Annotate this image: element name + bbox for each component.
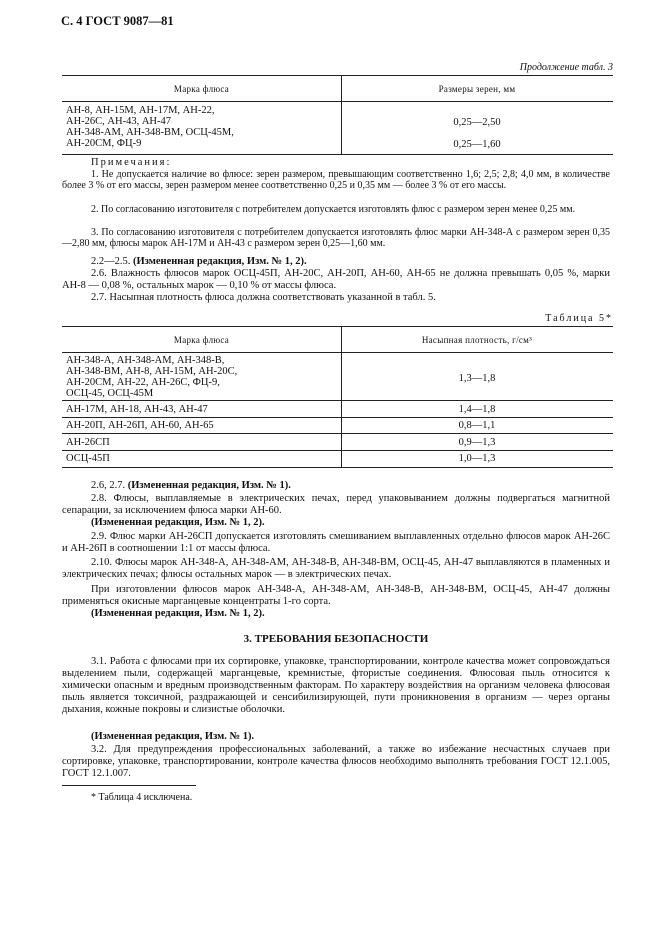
amendment-note: (Измененная редакция, Изм. № 1).: [91, 731, 255, 742]
paragraph-3-1: 3.1. Работа с флюсами при их сортировке, упаковке, транспортировании, контроле качества может сопровождаться выделением пыли, содержащей марганцевые, кремнистые, фтористые соединения. Флюсовая пыль относится к химически опасным и вредным производственным факторам. По характеру воздействия на организм человека флюсовая пыль является токсичной, раздражающей и сенсибилизирующей, пути проникновения в организм — через органы дыхания, кожные покровы и слизистые оболочки.: [62, 656, 610, 715]
table5-row-rule: [62, 400, 613, 401]
table5-header-rule: [62, 352, 613, 353]
paragraph-2-8: 2.8. Флюсы, выплавляемые в электрических печах, перед упаковыванием должны подвергаться магнитной сепарации, за исключением флюса марки АН-60.: [62, 493, 610, 516]
table3-header-size: Размеры зерен, мм: [438, 84, 516, 94]
table3-row-flux: [66, 105, 234, 149]
paragraph-amendment: [62, 480, 610, 492]
table5-header-density: Насыпная плотность, г/см³: [421, 335, 533, 345]
table5-row-flux: ОСЦ-45П: [66, 453, 110, 464]
table3-bottom-rule: [62, 154, 613, 155]
table-cell-line: АН-20СМ, АН-22, АН-26С, ФЦ-9,: [66, 377, 220, 388]
table-cell-line: АН-348-АМ, АН-348-ВМ, ОСЦ-45М,: [66, 127, 234, 138]
amendment-note: (Измененная редакция, Изм. № 1).: [127, 480, 291, 491]
note-item: 2. По согласованию изготовителя с потребителем допускается изготовлять флюс с размером зерен менее 0,25 мм.: [91, 204, 576, 215]
amendment-note: (Измененная редакция, Изм. № 1, 2).: [133, 256, 307, 267]
paragraph-2-7: 2.7. Насыпная плотность флюса должна соответствовать указанной в табл. 5.: [91, 292, 436, 303]
table5-row-value: 0,8—1,1: [458, 420, 496, 431]
paragraph-2-6: 2.6. Влажность флюсов марок ОСЦ-45П, АН-20С, АН-20П, АН-60, АН-65 не должна превышать 0,05 %, марки АН-8 — 0,08 %, остальных марок — 0,10 % от массы флюса.: [62, 268, 610, 291]
table-cell-line: ОСЦ-45, ОСЦ-45М: [66, 388, 154, 399]
table5-row-rule: [62, 433, 613, 434]
table5-row-value: 1,4—1,8: [458, 404, 496, 415]
footnote: * Таблица 4 исключена.: [91, 792, 193, 803]
table3-header-flux: Марка флюса: [173, 84, 230, 94]
footnote-rule: [62, 785, 196, 786]
paragraph-number: 2.2—2.5.: [91, 256, 131, 267]
table5-bottom-rule: [62, 467, 613, 468]
table3-row-value: 0,25—1,60: [453, 139, 501, 150]
paragraph-2-10: 2.10. Флюсы марок АН-348-А, АН-348-АМ, АН-348-В, АН-348-ВМ, ОСЦ-45, АН-47 выплавляются в пламенных и электрических печах; флюсы остальных марок — в электрических печах.: [62, 557, 610, 580]
table5-row-rule: [62, 417, 613, 418]
table5-row-flux: АН-26СП: [66, 437, 110, 448]
table-cell-line: АН-348-ВМ, АН-8, АН-15М, АН-20С,: [66, 366, 238, 377]
table5-top-rule: [62, 326, 613, 327]
table5-header-flux: Марка флюса: [173, 335, 230, 345]
table3-top-rule: [62, 75, 613, 76]
section-title: 3. ТРЕБОВАНИЯ БЕЗОПАСНОСТИ: [243, 633, 429, 645]
paragraph-2-2: [62, 256, 610, 268]
table3-continuation-caption: Продолжение табл. 3: [519, 62, 613, 73]
table5-row-flux: АН-20П, АН-26П, АН-60, АН-65: [66, 420, 214, 431]
table5-row-rule: [62, 450, 613, 451]
table3-row-value: 0,25—2,50: [453, 117, 501, 128]
table5-row-flux: [66, 355, 237, 399]
table5-caption: Таблица 5*: [545, 313, 613, 324]
table-cell-line: АН-20СМ, ФЦ-9: [66, 138, 142, 149]
note-item: 3. По согласованию изготовителя с потребителем допускается изготовлять флюс марки АН-348-А с размером зерен 0,35—2,80 мм, флюсы марок АН-17М и АН-43 с размером зерен 0,25—1,60 мм.: [62, 227, 610, 250]
page-header: С. 4 ГОСТ 9087—81: [61, 14, 174, 28]
paragraph-2-9: 2.9. Флюс марки АН-26СП допускается изготовлять смешиванием выплавленных отдельно флюсов марок АН-26С и АН-26П в соотношении 1:1 от массы флюса.: [62, 531, 610, 554]
table5-row-value: 0,9—1,3: [458, 437, 496, 448]
table-cell-line: АН-348-А, АН-348-АМ, АН-348-В,: [66, 355, 225, 366]
amendment-note: (Измененная редакция, Изм. № 1, 2).: [91, 608, 265, 619]
paragraph-number: 2.6, 2.7.: [91, 480, 126, 491]
table3-header-rule: [62, 101, 613, 102]
note-item: 1. Не допускается наличие во флюсе: зерен размером, превышающим соответственно 1,6; 2,5; 2,8; 4,0 мм, в количестве более 3 % от его массы, зерен размером менее соответственно 0,25 и 0,35 мм — более 3 % от его массы.: [62, 169, 610, 192]
paragraph-2-10-cont: При изготовлении флюсов марок АН-348-А, АН-348-АМ, АН-348-В, АН-348-ВМ, ОСЦ-45, АН-47 должны применяться окисные марганцевые концентраты 1-го сорта.: [62, 584, 610, 607]
table5-row-value: 1,0—1,3: [458, 453, 496, 464]
notes-title: Примечания:: [91, 157, 172, 168]
table-cell-line: АН-26С, АН-43, АН-47: [66, 116, 171, 127]
paragraph-3-2: 3.2. Для предупреждения профессиональных заболеваний, а также во избежание несчастных случаев при сортировке, упаковке, транспортировании, контроле качества флюсов необходимо выполнять требования ГОСТ 12.1.005, ГОСТ 12.1.007.: [62, 744, 610, 779]
table-cell-line: АН-8, АН-15М, АН-17М, АН-22,: [66, 105, 215, 116]
amendment-note: (Измененная редакция, Изм. № 1, 2).: [91, 517, 265, 528]
table5-row-value: 1,3—1,8: [458, 373, 496, 384]
table5-row-flux: АН-17М, АН-18, АН-43, АН-47: [66, 404, 208, 415]
